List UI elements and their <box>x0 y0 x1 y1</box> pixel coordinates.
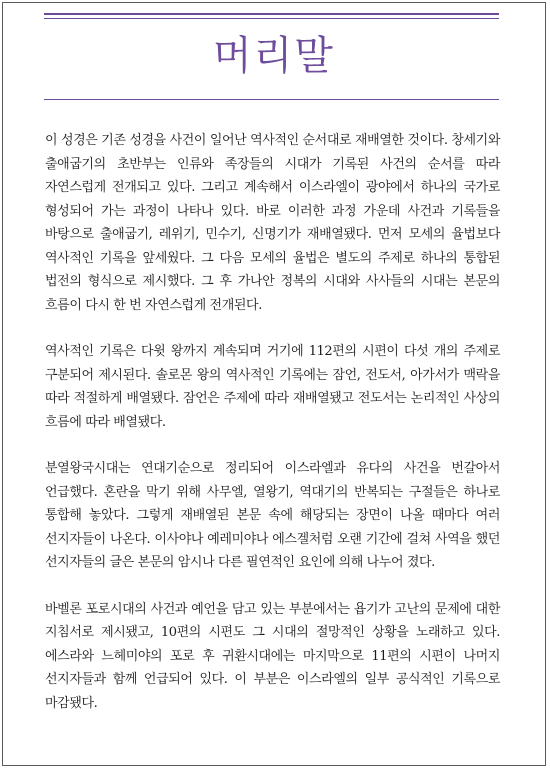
paragraph-4: 바벨론 포로시대의 사건과 예언을 담고 있는 부분에서는 욥기가 고난의 문제에 대한 지침서로 제시됐고, 10편의 시편도 그 시대의 절망적인 상황을 노래하고 있다. 에스라와 느헤미야의 포로 후 귀환시대에는 마지막으로 11편의 시편이 나머지 선지자들과 함께 언급되어 있다. 이 부분은 이스라엘의 일부 공식적인 기록으로 마감됐다. <box>45 601 500 711</box>
page-title: 머리말 <box>213 33 335 79</box>
paragraph-1: 이 성경은 기존 성경을 사건이 일어난 역사적인 순서대로 재배열한 것이다. 창세기와 출애굽기의 초반부는 인류와 족장들의 시대가 기록된 사건의 순서를 따라 자연스럽게 전개되고 있다. 그리고 계속해서 이스라엘이 광야에서 하나의 국가로 형성되어 가는 과정이 나타나 있다. 바로 이러한 과정 가운데 사건과 기록들을 바탕으로 출애굽기, 레위기, 민수기, 신명기가 재배열됐다. 먼저 모세의 율법보다 역사적인 기록을 앞세웠다. 그 다음 모세의 율법은 별도의 주제로 하나의 통합된 법전의 형식으로 제시했다. 그 후 가나안 정복의 시대와 사사들의 시대는 본문의 흐름이 다시 한 번 자연스럽게 전개된다. <box>45 133 500 313</box>
paragraph-2: 역사적인 기록은 다윗 왕까지 계속되며 거기에 112편의 시편이 다섯 개의 주제로 구분되어 제시된다. 솔로몬 왕의 역사적인 기록에는 잠언, 전도서, 아가서가 맥락을 따라 적절하게 배열됐다. 잠언은 주제에 따라 재배열됐고 전도서는 논리적인 사상의 흐름에 따라 배열됐다. <box>45 344 500 430</box>
title-underline-rule <box>44 99 499 100</box>
top-double-rule <box>44 13 499 19</box>
preface-body <box>45 129 500 738</box>
paragraph-3: 분열왕국시대는 연대기순으로 정리되어 이스라엘과 유다의 사건을 번갈아서 언급했다. 혼란을 막기 위해 사무엘, 열왕기, 역대기의 반복되는 구절들은 하나로 통합해 놓았다. 그렇게 재배열된 본문 속에 해당되는 장면이 나올 때마다 여러 선지자들이 나온다. 이사야나 예레미야나 에스겔처럼 오랜 기간에 걸쳐 사역을 했던 선지자들의 글은 본문의 암시나 다른 필연적인 요인에 의해 나누어 졌다. <box>45 461 500 570</box>
page-frame <box>2 2 546 766</box>
